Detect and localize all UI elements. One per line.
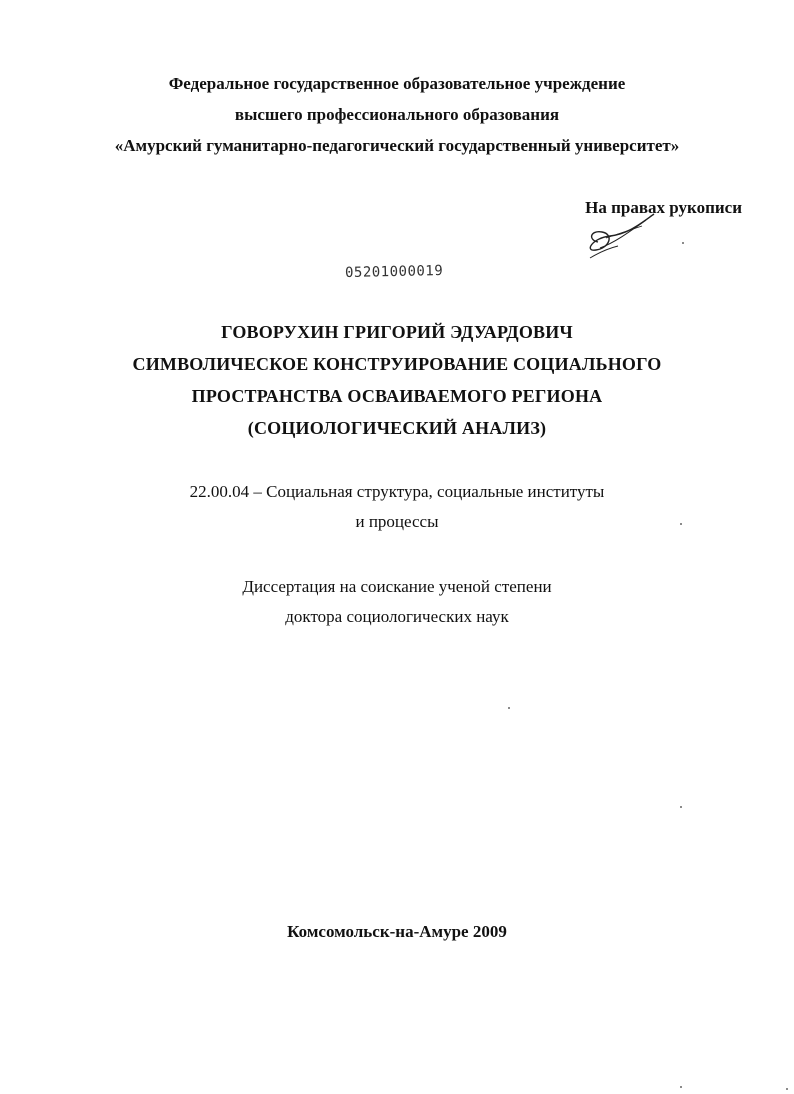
institution-line-3: «Амурский гуманитарно-педагогический государственный университет» bbox=[114, 136, 680, 155]
degree-line-2: доктора социологических наук bbox=[285, 607, 509, 626]
specialty-line-1: 22.00.04 – Социальная структура, социальные институты bbox=[189, 482, 605, 501]
signature-icon bbox=[580, 212, 670, 262]
dissertation-title-line-2: ПРОСТРАНСТВА ОСВАИВАЕМОГО РЕГИОНА bbox=[191, 386, 603, 406]
scan-speck bbox=[680, 806, 682, 808]
specialty-line-2: и процессы bbox=[355, 512, 439, 531]
author-name: ГОВОРУХИН ГРИГОРИЙ ЭДУАРДОВИЧ bbox=[221, 322, 573, 342]
scan-speck bbox=[680, 1086, 682, 1088]
scan-speck bbox=[680, 523, 682, 525]
scan-speck bbox=[682, 242, 684, 244]
institution-line-1: Федеральное государственное образовательное учреждение bbox=[168, 74, 626, 93]
scan-speck bbox=[508, 707, 510, 709]
scan-speck bbox=[786, 1088, 788, 1090]
institution-line-2: высшего профессионального образования bbox=[234, 105, 560, 124]
dissertation-title-line-1: СИМВОЛИЧЕСКОЕ КОНСТРУИРОВАНИЕ СОЦИАЛЬНОГО bbox=[132, 354, 662, 374]
dissertation-title-line-3: (СОЦИОЛОГИЧЕСКИЙ АНАЛИЗ) bbox=[247, 418, 547, 438]
degree-line-1: Диссертация на соискание ученой степени bbox=[242, 577, 552, 596]
manuscript-rights-note: На правах рукописи bbox=[585, 198, 742, 217]
place-and-year: Комсомольск-на-Амуре 2009 bbox=[287, 922, 507, 941]
catalog-number: 05201000019 bbox=[344, 262, 444, 282]
